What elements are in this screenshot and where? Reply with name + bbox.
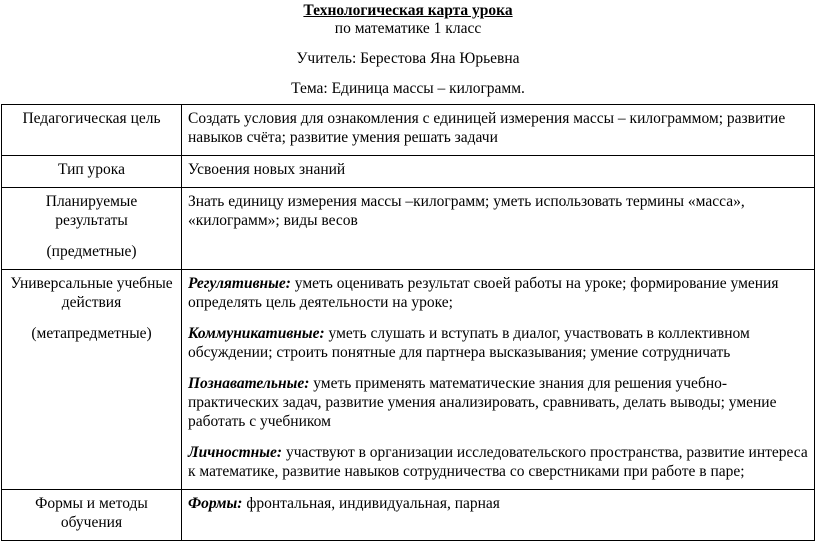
table-row (2, 188, 815, 270)
forms-keyword: Формы: (188, 495, 243, 512)
communicative-text: уметь слушать и вступать в диалог, участвовать в коллективном обсуждении; строить понятные для партнера высказывания; умение сотрудничать (188, 325, 750, 361)
lesson-map-table (1, 104, 815, 541)
forms-label: Формы и методы обучения (35, 495, 148, 531)
regulatory-text: уметь оценивать результат своей работы на уроке; формирование умения определять цель деятельности на уроке; (188, 275, 779, 311)
results-value: Знать единицу измерения массы –килограмм; уметь использовать термины «масса», «килограмм»; виды весов (188, 193, 745, 229)
communicative-keyword: Коммуникативные: (188, 325, 325, 342)
type-label: Тип урока (58, 161, 125, 178)
table-row (2, 105, 815, 156)
table-row (2, 270, 815, 490)
row-value-goal (182, 105, 815, 156)
row-label-goal (2, 105, 182, 156)
row-value-uud (182, 270, 815, 490)
row-label-forms (2, 490, 182, 541)
results-label-note: (предметные) (46, 243, 137, 260)
row-value-results (182, 188, 815, 270)
row-label-type (2, 156, 182, 188)
table-row (2, 156, 815, 188)
personal-keyword: Личностные: (188, 444, 283, 461)
cognitive-keyword: Познавательные: (188, 375, 310, 392)
type-value: Усвоения новых знаний (188, 161, 346, 178)
regulatory-keyword: Регулятивные: (188, 275, 291, 292)
cognitive-text: уметь применять математические знания для решения учебно-практических задач, развитие умения анализировать, сравнивать, делать выводы; умение работать с учебником (188, 375, 777, 430)
topic-line: Тема: Единица массы – килограмм. (291, 80, 525, 97)
forms-text: фронтальная, индивидуальная, парная (242, 495, 500, 512)
teacher-line: Учитель: Берестова Яна Юрьевна (296, 50, 520, 67)
personal-text: участвуют в организации исследовательского пространства, развитие интереса к математике, развитие навыков сотрудничества со сверстниками при работе в паре; (188, 444, 808, 480)
row-label-results (2, 188, 182, 270)
row-label-uud (2, 270, 182, 490)
goal-label: Педагогическая цель (22, 110, 161, 127)
row-value-type (182, 156, 815, 188)
uud-regulatory (188, 274, 808, 312)
document-title: Технологическая карта урока (303, 2, 513, 19)
row-value-forms (182, 490, 815, 541)
forms-line (188, 494, 808, 513)
uud-cognitive (188, 374, 808, 431)
uud-personal (188, 443, 808, 481)
uud-label-note: (метапредметные) (31, 325, 152, 342)
goal-value: Создать условия для ознакомления с единицей измерения массы – килограммом; развитие навыков счёта; развитие умения решать задачи (188, 110, 786, 146)
document-subtitle: по математике 1 класс (334, 20, 482, 37)
results-label: Планируемые результаты (45, 193, 138, 229)
uud-label: Универсальные учебные действия (10, 275, 173, 311)
uud-communicative (188, 324, 808, 362)
table-row (2, 490, 815, 541)
